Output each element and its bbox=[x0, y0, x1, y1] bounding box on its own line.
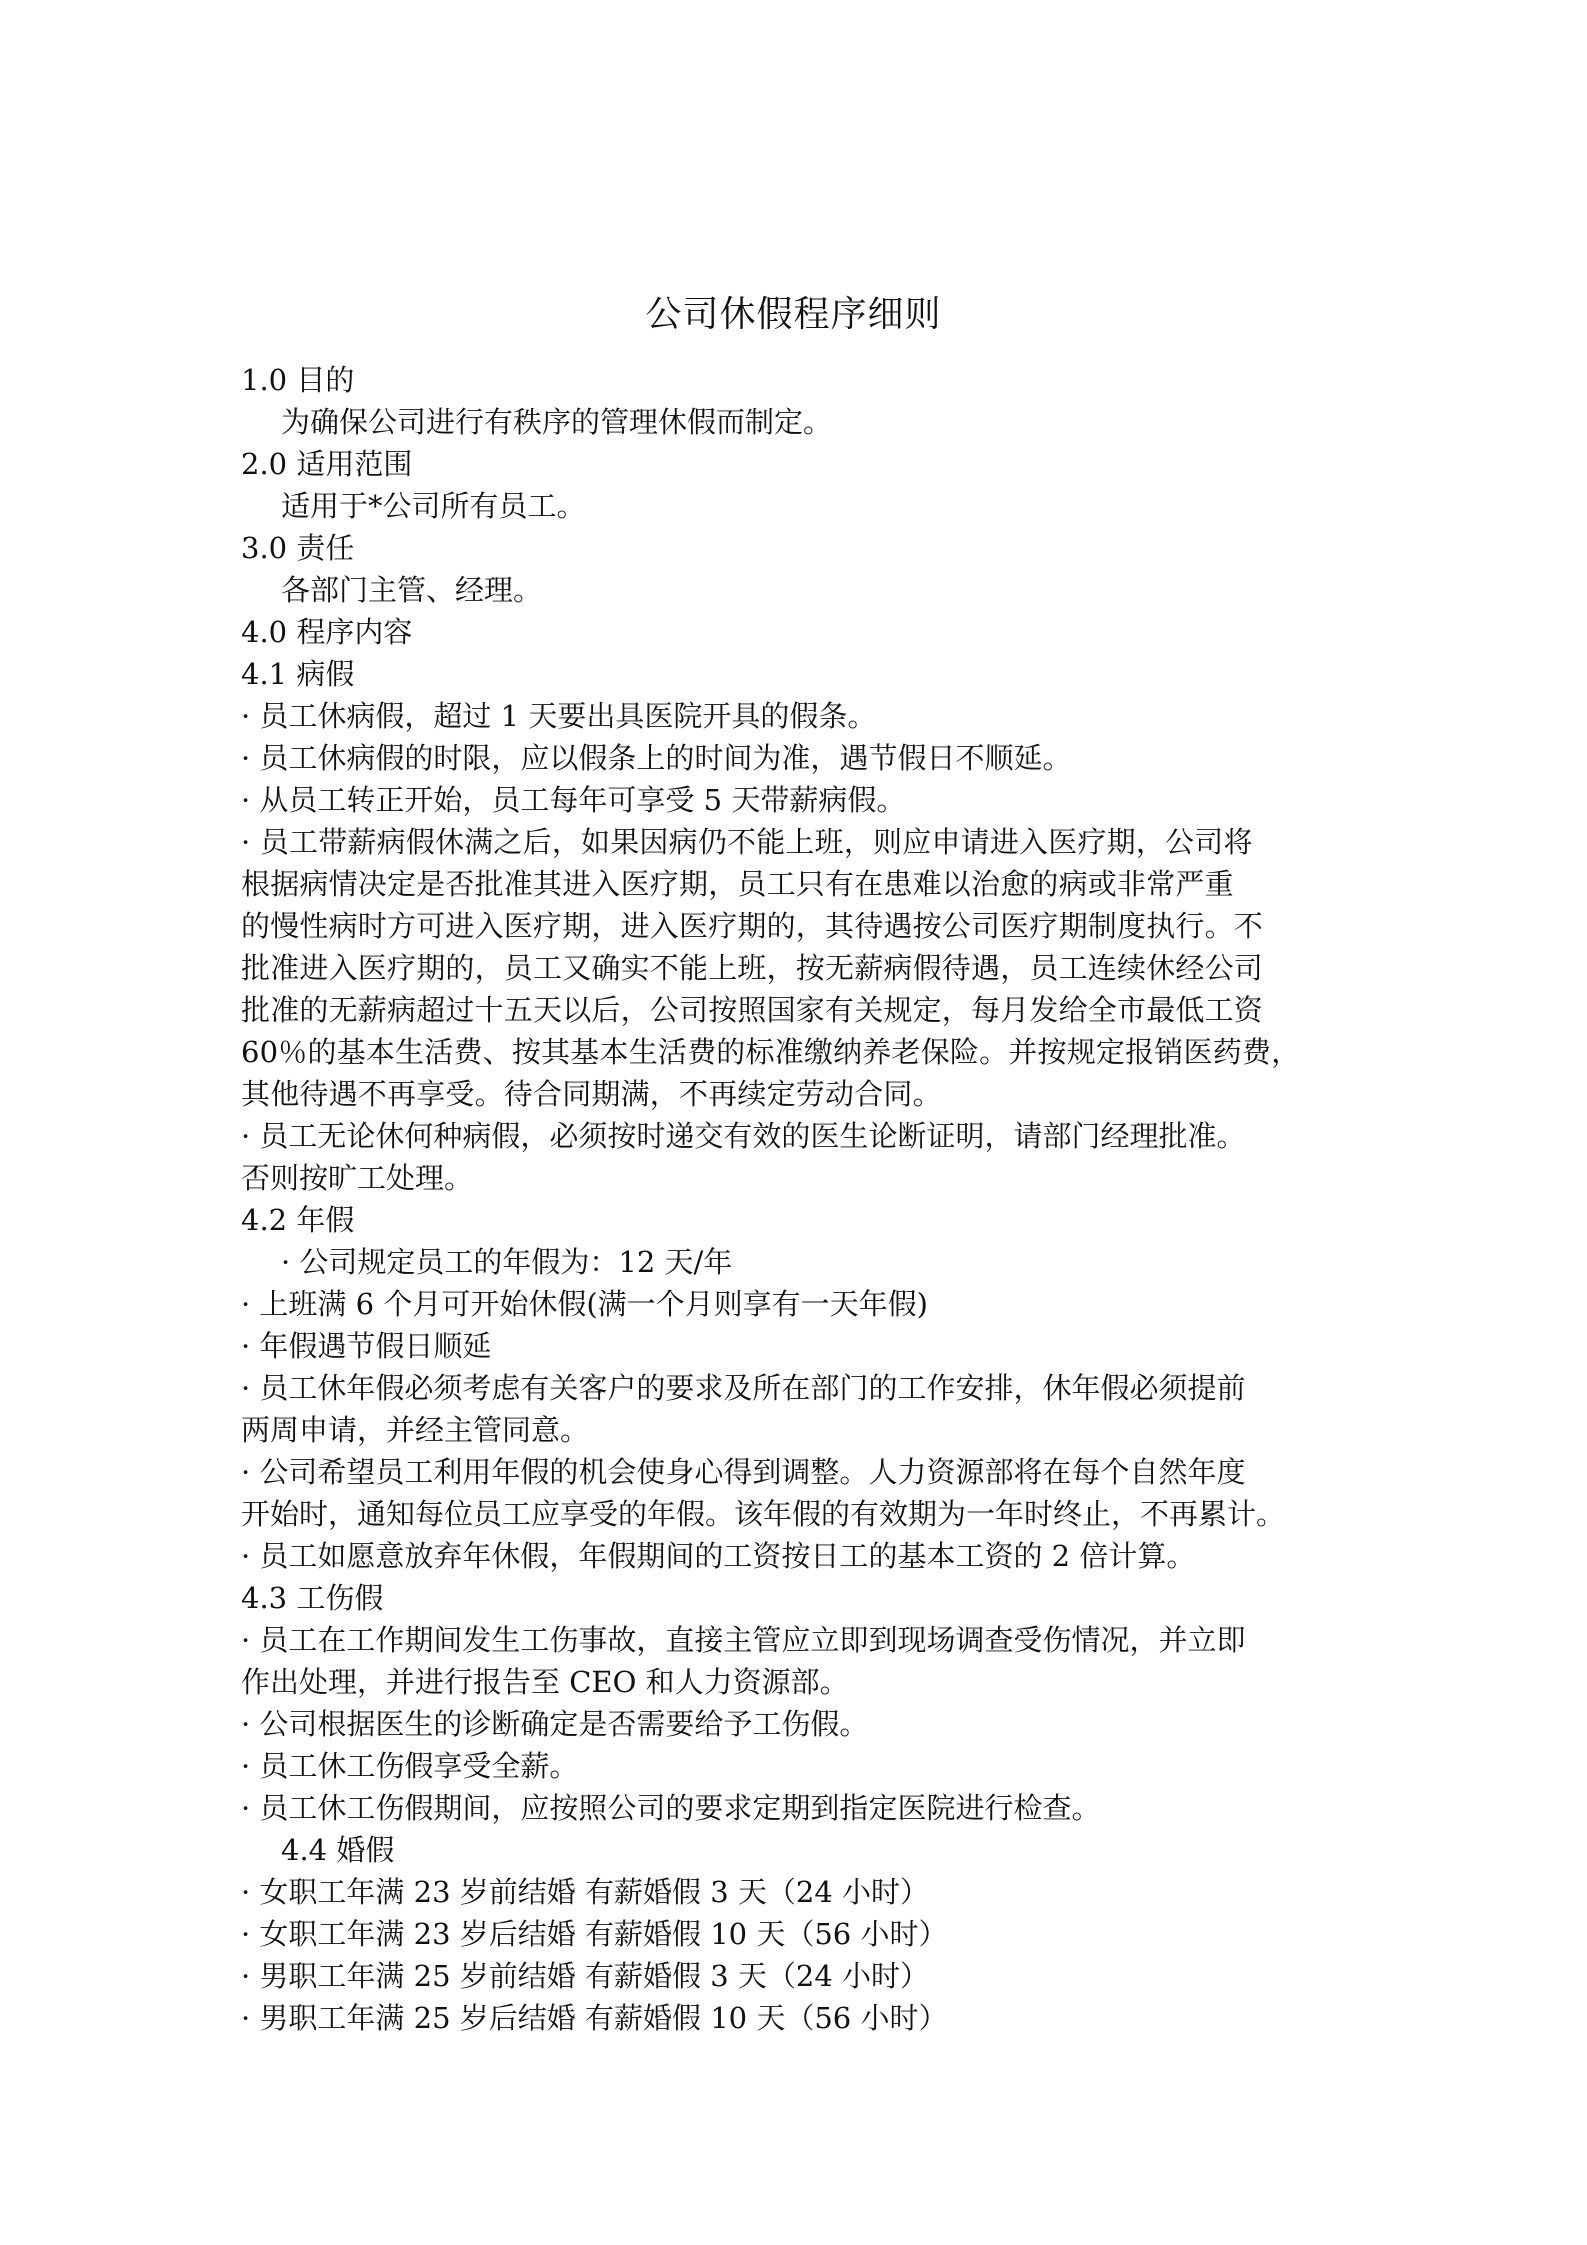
annual-leave-item: · 员工如愿意放弃年休假，年假期间的工资按日工的基本工资的 2 倍计算。 bbox=[241, 1539, 1196, 1573]
marriage-leave-item: · 女职工年满 23 岁后结婚 有薪婚假 10 天（56 小时） bbox=[241, 1917, 948, 1951]
marriage-leave-item: · 女职工年满 23 岁前结婚 有薪婚假 3 天（24 小时） bbox=[241, 1875, 930, 1909]
section-heading-3: 3.0 责任 bbox=[241, 531, 355, 565]
document-title: 公司休假程序细则 bbox=[645, 294, 942, 335]
injury-leave-item: · 员工休工伤假期间，应按照公司的要求定期到指定医院进行检查。 bbox=[241, 1791, 1101, 1825]
section-text-2: 适用于*公司所有员工。 bbox=[281, 489, 586, 523]
subsection-heading-4-4: 4.4 婚假 bbox=[281, 1833, 395, 1867]
sick-leave-item: · 员工无论休何种病假，必须按时递交有效的医生论断证明，请部门经理批准。 bbox=[241, 1119, 1246, 1153]
section-text-3: 各部门主管、经理。 bbox=[281, 573, 543, 607]
subsection-heading-4-3: 4.3 工伤假 bbox=[241, 1581, 384, 1615]
sick-leave-item: · 员工休病假的时限，应以假条上的时间为准，遇节假日不顺延。 bbox=[241, 741, 1072, 775]
sick-leave-paragraph-line: 60％的基本生活费、按其基本生活费的标准缴纳养老保险。并按规定报销医药费， bbox=[241, 1035, 1301, 1069]
injury-leave-item: · 员工在工作期间发生工伤事故，直接主管应立即到现场调查受伤情况，并立即 bbox=[241, 1623, 1246, 1657]
sick-leave-paragraph-line: · 员工带薪病假休满之后，如果因病仍不能上班，则应申请进入医疗期，公司将 bbox=[241, 825, 1253, 859]
annual-leave-item: · 员工休年假必须考虑有关客户的要求及所在部门的工作安排，休年假必须提前 bbox=[241, 1371, 1246, 1405]
section-heading-1: 1.0 目的 bbox=[241, 363, 355, 397]
section-heading-4: 4.0 程序内容 bbox=[241, 615, 413, 649]
sick-leave-item: · 从员工转正开始，员工每年可享受 5 天带薪病假。 bbox=[241, 783, 906, 817]
sick-leave-paragraph-line: 的慢性病时方可进入医疗期，进入医疗期的，其待遇按公司医疗期制度执行。不 bbox=[241, 909, 1264, 943]
document-body bbox=[241, 359, 1359, 2039]
section-text-1: 为确保公司进行有秩序的管理休假而制定。 bbox=[281, 405, 833, 439]
sick-leave-item: · 员工休病假，超过 1 天要出具医院开具的假条。 bbox=[241, 699, 877, 733]
annual-leave-item: · 上班满 6 个月可开始休假(满一个月则享有一天年假) bbox=[241, 1287, 928, 1321]
subsection-heading-4-1: 4.1 病假 bbox=[241, 657, 355, 691]
injury-leave-item: · 公司根据医生的诊断确定是否需要给予工伤假。 bbox=[241, 1707, 869, 1741]
sick-leave-paragraph-line: 根据病情决定是否批准其进入医疗期，员工只有在患难以治愈的病或非常严重 bbox=[241, 867, 1234, 901]
annual-leave-item: · 公司希望员工利用年假的机会使身心得到调整。人力资源部将在每个自然年度 bbox=[241, 1455, 1246, 1489]
sick-leave-paragraph-line: 其他待遇不再享受。待合同期满，不再续定劳动合同。 bbox=[241, 1077, 942, 1111]
annual-leave-item: · 公司规定员工的年假为：12 天/年 bbox=[281, 1245, 733, 1279]
section-heading-2: 2.0 适用范围 bbox=[241, 447, 413, 481]
marriage-leave-item: · 男职工年满 25 岁前结婚 有薪婚假 3 天（24 小时） bbox=[241, 1959, 930, 1993]
sick-leave-paragraph-line: 批准的无薪病超过十五天以后，公司按照国家有关规定，每月发给全市最低工资 bbox=[241, 993, 1264, 1027]
annual-leave-item-continuation: 两周申请，并经主管同意。 bbox=[241, 1413, 590, 1447]
injury-leave-item: · 员工休工伤假享受全薪。 bbox=[241, 1749, 579, 1783]
annual-leave-item-continuation: 开始时，通知每位员工应享受的年假。该年假的有效期为一年时终止，不再累计。 bbox=[241, 1497, 1286, 1531]
injury-leave-item-continuation: 作出处理，并进行报告至 CEO 和人力资源部。 bbox=[241, 1665, 849, 1699]
annual-leave-item: · 年假遇节假日顺延 bbox=[241, 1329, 492, 1363]
sick-leave-paragraph-line: 批准进入医疗期的，员工又确实不能上班，按无薪病假待遇，员工连续休经公司 bbox=[241, 951, 1264, 985]
sick-leave-item-continuation: 否则按旷工处理。 bbox=[241, 1161, 474, 1195]
marriage-leave-item: · 男职工年满 25 岁后结婚 有薪婚假 10 天（56 小时） bbox=[241, 2001, 948, 2035]
subsection-heading-4-2: 4.2 年假 bbox=[241, 1203, 355, 1237]
